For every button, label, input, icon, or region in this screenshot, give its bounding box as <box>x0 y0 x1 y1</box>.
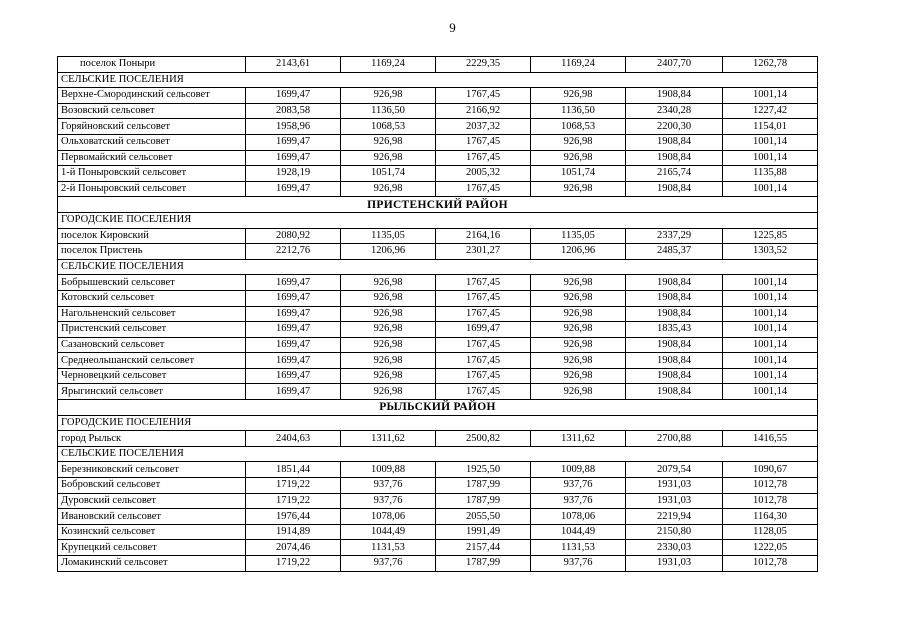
value-cell: 1699,47 <box>246 337 341 353</box>
value-cell: 1699,47 <box>246 384 341 400</box>
value-cell: 1908,84 <box>626 150 723 166</box>
value-cell: 1303,52 <box>723 244 818 260</box>
value-cell: 926,98 <box>341 384 436 400</box>
value-cell: 926,98 <box>341 368 436 384</box>
value-cell: 1767,45 <box>436 290 531 306</box>
table-row <box>58 368 818 384</box>
value-cell: 926,98 <box>531 290 626 306</box>
value-cell: 2083,58 <box>246 103 341 119</box>
value-cell: 1787,99 <box>436 556 531 572</box>
settlement-name-cell: город Рыльск <box>58 431 246 447</box>
value-cell: 1001,14 <box>723 306 818 322</box>
district-header: РЫЛЬСКИЙ РАЙОН <box>58 400 818 416</box>
value-cell: 2301,27 <box>436 244 531 260</box>
value-cell: 2200,30 <box>626 119 723 135</box>
table-row <box>58 228 818 244</box>
table-row <box>58 134 818 150</box>
value-cell: 1767,45 <box>436 88 531 104</box>
value-cell: 1135,05 <box>531 228 626 244</box>
value-cell: 1001,14 <box>723 150 818 166</box>
value-cell: 2500,82 <box>436 431 531 447</box>
value-cell: 926,98 <box>341 181 436 197</box>
value-cell: 1991,49 <box>436 524 531 540</box>
value-cell: 2219,94 <box>626 509 723 525</box>
value-cell: 926,98 <box>531 384 626 400</box>
value-cell: 1699,47 <box>246 134 341 150</box>
value-cell: 1222,05 <box>723 540 818 556</box>
settlement-name-cell: Возовский сельсовет <box>58 103 246 119</box>
value-cell: 1928,19 <box>246 166 341 182</box>
value-cell: 1908,84 <box>626 290 723 306</box>
district-header-row <box>58 197 818 213</box>
value-cell: 937,76 <box>531 478 626 494</box>
value-cell: 2700,88 <box>626 431 723 447</box>
value-cell: 937,76 <box>341 556 436 572</box>
value-cell: 1131,53 <box>531 540 626 556</box>
value-cell: 1958,96 <box>246 119 341 135</box>
table-row <box>58 540 818 556</box>
value-cell: 1767,45 <box>436 306 531 322</box>
value-cell: 2166,92 <box>436 103 531 119</box>
value-cell: 2330,03 <box>626 540 723 556</box>
section-header: ГОРОДСКИЕ ПОСЕЛЕНИЯ <box>58 415 818 431</box>
value-cell: 1001,14 <box>723 353 818 369</box>
settlement-name-cell: Нагольненский сельсовет <box>58 306 246 322</box>
value-cell: 2337,29 <box>626 228 723 244</box>
value-cell: 1206,96 <box>531 244 626 260</box>
value-cell: 1699,47 <box>246 306 341 322</box>
table-row <box>58 478 818 494</box>
tariff-table <box>57 56 818 572</box>
table-row <box>58 509 818 525</box>
value-cell: 1908,84 <box>626 306 723 322</box>
value-cell: 1136,50 <box>341 103 436 119</box>
value-cell: 1787,99 <box>436 478 531 494</box>
value-cell: 1976,44 <box>246 509 341 525</box>
value-cell: 1908,84 <box>626 384 723 400</box>
table-row <box>58 244 818 260</box>
settlement-name-cell: Бобрышевский сельсовет <box>58 275 246 291</box>
section-header-row <box>58 259 818 275</box>
value-cell: 1128,05 <box>723 524 818 540</box>
value-cell: 1699,47 <box>436 322 531 338</box>
value-cell: 1169,24 <box>341 57 436 73</box>
value-cell: 1931,03 <box>626 556 723 572</box>
value-cell: 1001,14 <box>723 134 818 150</box>
value-cell: 1001,14 <box>723 181 818 197</box>
table-row <box>58 119 818 135</box>
value-cell: 2404,63 <box>246 431 341 447</box>
table-row <box>58 493 818 509</box>
value-cell: 926,98 <box>341 150 436 166</box>
settlement-name-cell: Ломакинский сельсовет <box>58 556 246 572</box>
section-header-row <box>58 72 818 88</box>
value-cell: 1078,06 <box>531 509 626 525</box>
value-cell: 926,98 <box>341 134 436 150</box>
settlement-name-cell: Среднеольшанский сельсовет <box>58 353 246 369</box>
value-cell: 1908,84 <box>626 275 723 291</box>
settlement-name-cell: Дуровский сельсовет <box>58 493 246 509</box>
value-cell: 2150,80 <box>626 524 723 540</box>
value-cell: 1206,96 <box>341 244 436 260</box>
value-cell: 1931,03 <box>626 493 723 509</box>
settlement-name-cell: Первомайский сельсовет <box>58 150 246 166</box>
value-cell: 1719,22 <box>246 556 341 572</box>
value-cell: 2165,74 <box>626 166 723 182</box>
value-cell: 1136,50 <box>531 103 626 119</box>
value-cell: 937,76 <box>341 493 436 509</box>
value-cell: 926,98 <box>341 88 436 104</box>
value-cell: 1169,24 <box>531 57 626 73</box>
section-header: ГОРОДСКИЕ ПОСЕЛЕНИЯ <box>58 212 818 228</box>
value-cell: 1908,84 <box>626 368 723 384</box>
value-cell: 2143,61 <box>246 57 341 73</box>
table-row <box>58 181 818 197</box>
value-cell: 1001,14 <box>723 322 818 338</box>
table-row <box>58 322 818 338</box>
value-cell: 926,98 <box>531 337 626 353</box>
value-cell: 1767,45 <box>436 150 531 166</box>
value-cell: 2164,16 <box>436 228 531 244</box>
value-cell: 926,98 <box>531 181 626 197</box>
value-cell: 2229,35 <box>436 57 531 73</box>
value-cell: 1767,45 <box>436 275 531 291</box>
table-row <box>58 431 818 447</box>
value-cell: 1699,47 <box>246 275 341 291</box>
table-row <box>58 88 818 104</box>
value-cell: 1699,47 <box>246 290 341 306</box>
settlement-name-cell: поселок Пристень <box>58 244 246 260</box>
settlement-name-cell: Пристенский сельсовет <box>58 322 246 338</box>
value-cell: 1908,84 <box>626 134 723 150</box>
value-cell: 1044,49 <box>341 524 436 540</box>
value-cell: 1012,78 <box>723 478 818 494</box>
value-cell: 937,76 <box>531 493 626 509</box>
table-row <box>58 524 818 540</box>
value-cell: 2079,54 <box>626 462 723 478</box>
value-cell: 2340,28 <box>626 103 723 119</box>
settlement-name-cell: Ольховатский сельсовет <box>58 134 246 150</box>
table-row <box>58 103 818 119</box>
value-cell: 937,76 <box>341 478 436 494</box>
value-cell: 1164,30 <box>723 509 818 525</box>
value-cell: 1154,01 <box>723 119 818 135</box>
value-cell: 2074,46 <box>246 540 341 556</box>
table-row <box>58 57 818 73</box>
value-cell: 926,98 <box>531 275 626 291</box>
page-number: 9 <box>449 20 456 35</box>
value-cell: 926,98 <box>341 353 436 369</box>
value-cell: 1009,88 <box>531 462 626 478</box>
settlement-name-cell: 1-й Поныровский сельсовет <box>58 166 246 182</box>
value-cell: 1311,62 <box>531 431 626 447</box>
settlement-name-cell: Березниковский сельсовет <box>58 462 246 478</box>
value-cell: 1767,45 <box>436 337 531 353</box>
value-cell: 1767,45 <box>436 353 531 369</box>
settlement-name-cell: Бобровский сельсовет <box>58 478 246 494</box>
table-row <box>58 150 818 166</box>
value-cell: 1262,78 <box>723 57 818 73</box>
value-cell: 2407,70 <box>626 57 723 73</box>
value-cell: 1699,47 <box>246 88 341 104</box>
table-row <box>58 306 818 322</box>
value-cell: 1090,67 <box>723 462 818 478</box>
table-row <box>58 337 818 353</box>
settlement-name-cell: Верхне-Смородинский сельсовет <box>58 88 246 104</box>
value-cell: 1068,53 <box>531 119 626 135</box>
value-cell: 1001,14 <box>723 368 818 384</box>
settlement-name-cell: Крупецкий сельсовет <box>58 540 246 556</box>
value-cell: 1044,49 <box>531 524 626 540</box>
value-cell: 1767,45 <box>436 181 531 197</box>
value-cell: 2485,37 <box>626 244 723 260</box>
value-cell: 1908,84 <box>626 337 723 353</box>
value-cell: 2157,44 <box>436 540 531 556</box>
value-cell: 1131,53 <box>341 540 436 556</box>
value-cell: 1908,84 <box>626 88 723 104</box>
settlement-name-cell: 2-й Поныровский сельсовет <box>58 181 246 197</box>
value-cell: 1001,14 <box>723 337 818 353</box>
settlement-name-cell: Черновецкий сельсовет <box>58 368 246 384</box>
district-header-row <box>58 400 818 416</box>
value-cell: 926,98 <box>341 337 436 353</box>
value-cell: 926,98 <box>531 322 626 338</box>
table-row <box>58 275 818 291</box>
value-cell: 1699,47 <box>246 353 341 369</box>
value-cell: 2055,50 <box>436 509 531 525</box>
value-cell: 1851,44 <box>246 462 341 478</box>
settlement-name-cell: Котовский сельсовет <box>58 290 246 306</box>
table-row <box>58 462 818 478</box>
value-cell: 926,98 <box>341 322 436 338</box>
value-cell: 1135,88 <box>723 166 818 182</box>
settlement-name-cell: Сазановский сельсовет <box>58 337 246 353</box>
value-cell: 1699,47 <box>246 181 341 197</box>
table-row <box>58 556 818 572</box>
value-cell: 1835,43 <box>626 322 723 338</box>
value-cell: 1135,05 <box>341 228 436 244</box>
value-cell: 926,98 <box>531 88 626 104</box>
value-cell: 1767,45 <box>436 368 531 384</box>
settlement-name-cell: Ярыгинский сельсовет <box>58 384 246 400</box>
value-cell: 937,76 <box>531 556 626 572</box>
value-cell: 1914,89 <box>246 524 341 540</box>
table-row <box>58 384 818 400</box>
value-cell: 1311,62 <box>341 431 436 447</box>
value-cell: 1931,03 <box>626 478 723 494</box>
section-header-row <box>58 415 818 431</box>
value-cell: 1012,78 <box>723 493 818 509</box>
value-cell: 1699,47 <box>246 368 341 384</box>
settlement-name-cell: Ивановский сельсовет <box>58 509 246 525</box>
value-cell: 1227,42 <box>723 103 818 119</box>
table-body <box>58 57 818 572</box>
value-cell: 1925,50 <box>436 462 531 478</box>
value-cell: 1068,53 <box>341 119 436 135</box>
value-cell: 1001,14 <box>723 88 818 104</box>
section-header-row <box>58 212 818 228</box>
value-cell: 926,98 <box>531 306 626 322</box>
section-header: СЕЛЬСКИЕ ПОСЕЛЕНИЯ <box>58 259 818 275</box>
value-cell: 926,98 <box>531 368 626 384</box>
value-cell: 1719,22 <box>246 478 341 494</box>
value-cell: 1908,84 <box>626 181 723 197</box>
value-cell: 1767,45 <box>436 384 531 400</box>
value-cell: 1225,85 <box>723 228 818 244</box>
section-header-row <box>58 446 818 462</box>
table-row <box>58 166 818 182</box>
value-cell: 1767,45 <box>436 134 531 150</box>
value-cell: 1001,14 <box>723 275 818 291</box>
value-cell: 1699,47 <box>246 322 341 338</box>
settlement-name-cell: поселок Поныри <box>58 57 246 73</box>
table-row <box>58 290 818 306</box>
district-header: ПРИСТЕНСКИЙ РАЙОН <box>58 197 818 213</box>
value-cell: 1001,14 <box>723 384 818 400</box>
section-header: СЕЛЬСКИЕ ПОСЕЛЕНИЯ <box>58 72 818 88</box>
value-cell: 2005,32 <box>436 166 531 182</box>
settlement-name-cell: Горяйновский сельсовет <box>58 119 246 135</box>
section-header: СЕЛЬСКИЕ ПОСЕЛЕНИЯ <box>58 446 818 462</box>
value-cell: 2080,92 <box>246 228 341 244</box>
value-cell: 1787,99 <box>436 493 531 509</box>
value-cell: 926,98 <box>531 353 626 369</box>
value-cell: 1001,14 <box>723 290 818 306</box>
value-cell: 926,98 <box>531 150 626 166</box>
value-cell: 1051,74 <box>341 166 436 182</box>
value-cell: 1051,74 <box>531 166 626 182</box>
value-cell: 926,98 <box>341 275 436 291</box>
value-cell: 1078,06 <box>341 509 436 525</box>
value-cell: 926,98 <box>341 290 436 306</box>
value-cell: 1009,88 <box>341 462 436 478</box>
value-cell: 2212,76 <box>246 244 341 260</box>
value-cell: 926,98 <box>531 134 626 150</box>
value-cell: 2037,32 <box>436 119 531 135</box>
value-cell: 1416,55 <box>723 431 818 447</box>
value-cell: 1012,78 <box>723 556 818 572</box>
settlement-name-cell: поселок Кировский <box>58 228 246 244</box>
value-cell: 926,98 <box>341 306 436 322</box>
table-row <box>58 353 818 369</box>
value-cell: 1699,47 <box>246 150 341 166</box>
settlement-name-cell: Козинский сельсовет <box>58 524 246 540</box>
value-cell: 1719,22 <box>246 493 341 509</box>
value-cell: 1908,84 <box>626 353 723 369</box>
